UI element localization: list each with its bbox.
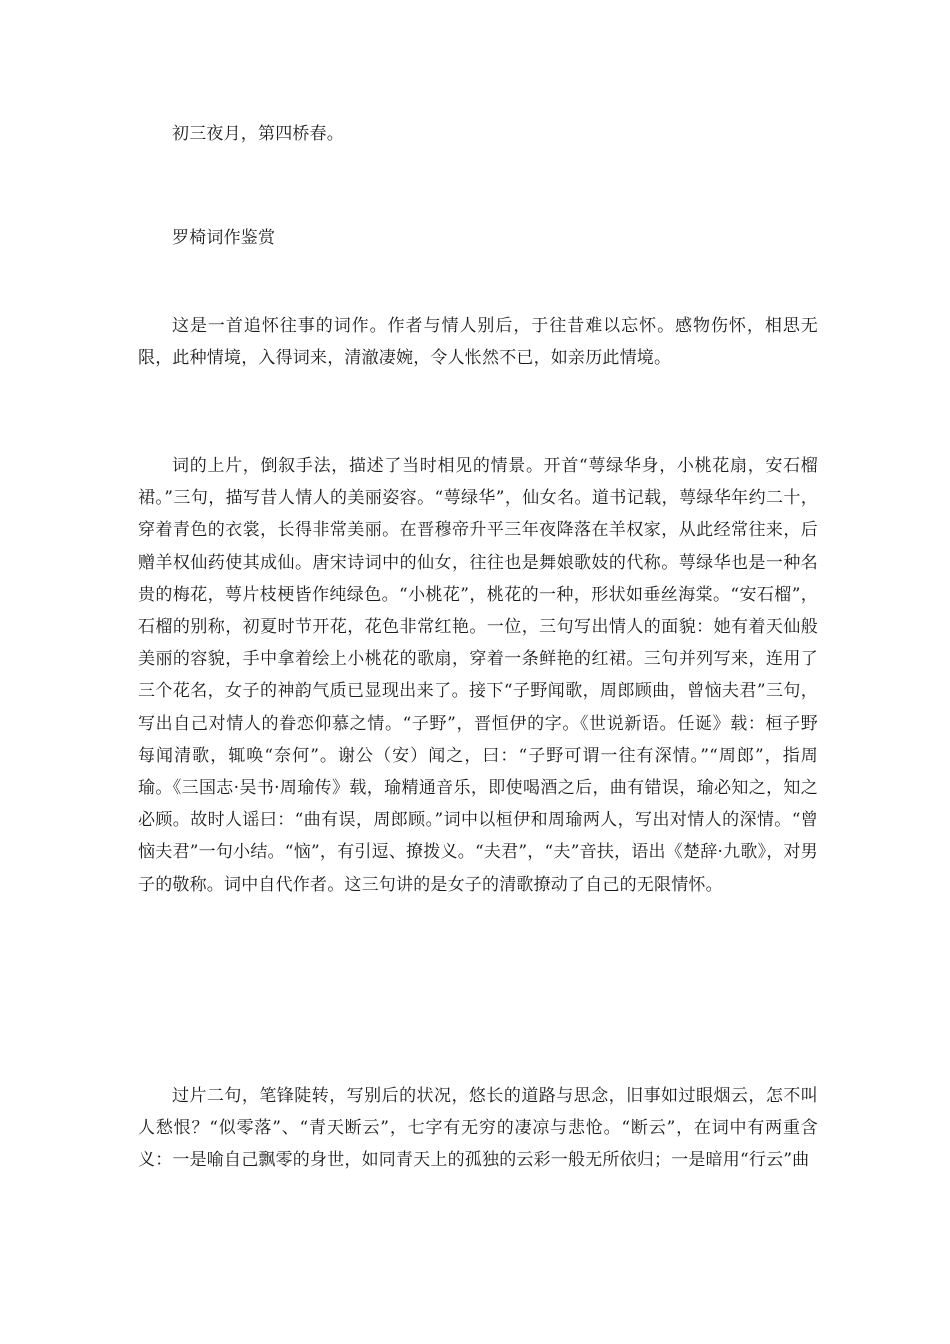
intro-paragraph: 这是一首追怀往事的词作。作者与情人别后，于往昔难以忘怀。感物伤怀，相思无限，此种情境，入得词来，清澈凄婉，令人怅然不已，如亲历此情境。: [138, 316, 818, 369]
body-paragraph-upper-stanza: 词的上片，倒叙手法，描述了当时相见的情景。开首“萼绿华身，小桃花扇，安石榴裙。”三句，描写昔人情人的美丽姿容。“萼绿华”，仙女名。道书记载，萼绿华年约二十，穿着青色的衣裳，长得非常美丽。在晋穆帝升平三年夜降落在羊权家，从此经常往来，后赠羊权仙药使其成仙。唐宋诗词中的仙女，往往也是舞娘歌妓的代称。萼绿华也是一种名贵的梅花，萼片枝梗皆作纯绿色。“小桃花”，桃花的一种，形状如垂丝海棠。“安石榴”，石榴的别称，初夏时节开花，花色非常红艳。一位，三句写出情人的面貌：她有着天仙般美丽的容貌，手中拿着绘上小桃花的歌扇，穿着一条鲜艳的红裙。三句并列写来，连用了三个花名，女子的神韵气质已显现出来了。接下“子野闻歌，周郎顾曲，曾恼夫君”三句，写出自己对情人的眷恋仰慕之情。“子野”，晋恒伊的字。《世说新语。任诞》载：桓子野每闻清歌，辄唤“奈何”。谢公（安）闻之，曰：“子野可谓一往有深情。”“周郎”，指周瑜。《三国志·吴书·周瑜传》载，瑜精通音乐，即使喝酒之后，曲有错误，瑜必知之，知之必顾。故时人谣曰：“曲有误，周郎顾。”词中以桓伊和周瑜两人，写出对情人的深情。“曾恼夫君”一句小结。“恼”，有引逗、撩拨义。“夫君”，“夫”音扶，语出《楚辞·九歌》，对男子的敬称。词中自代作者。这三句讲的是女子的清歌撩动了自己的无限情怀。: [138, 456, 818, 895]
body-paragraph-lower-stanza: 过片二句，笔锋陡转，写别后的状况，悠长的道路与思念，旧事如过眼烟云，怎不叫人愁恨？“似零落”、“青天断云”，七字有无穷的凄凉与悲怆。“断云”，在词中有两重含义：一是喻自己飘零的身世，如同青天上的孤独的云彩一般无所依归；一是暗用“行云”曲: [138, 1086, 818, 1171]
section-heading: 罗椅词作鉴赏: [172, 228, 276, 248]
verse-line: 初三夜月，第四桥春。: [172, 124, 344, 144]
